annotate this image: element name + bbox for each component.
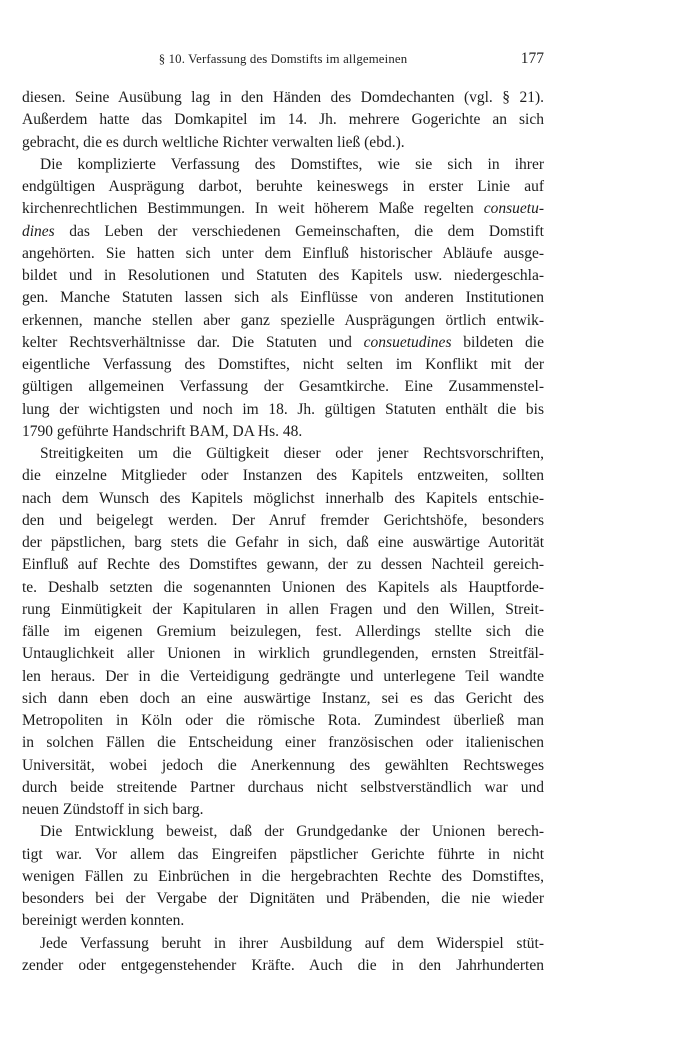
text-line: besonders bei der Vergabe der Dignitäten und Präbenden, die nie wieder <box>22 890 544 907</box>
text-line: Streitigkeiten um die Gültigkeit dieser oder jener Rechtsvorschriften, <box>40 445 544 462</box>
text-line: endgültigen Ausprägung darbot, beruhte keineswegs in erster Linie auf <box>22 178 544 195</box>
page-header <box>22 52 544 74</box>
text-line <box>22 198 544 220</box>
text-line: lung der wichtigsten und noch im 18. Jh. gültigen Statuten enthält die bis <box>22 400 544 418</box>
text-line: sich dann eben doch an eine auswärtige Instanz, sei es das Gericht des <box>22 689 544 707</box>
body-text <box>22 87 544 977</box>
text-line: gebracht, die es durch weltliche Richter verwalten ließ (ebd.). <box>22 133 405 151</box>
text-run: bildeten die <box>451 333 544 351</box>
text-line: erkennen, manche stellen aber ganz spezielle Ausprägungen örtlich entwik- <box>22 311 544 329</box>
text-line: der päpstlichen, barg stets die Gefahr in sich, daß eine auswärtige Autorität <box>22 534 544 551</box>
text-run: das Leben der verschiedenen Gemeinschaften, die dem Domstift <box>54 222 544 240</box>
text-line: gültigen allgemeinen Verfassung der Gesamtkirche. Eine Zusammenstel- <box>22 378 544 396</box>
text-line: Die Entwicklung beweist, daß der Grundgedanke der Unionen berech- <box>40 823 544 841</box>
text-line: bildet und in Resolutionen und Statuten des Kapitels usw. niedergeschla- <box>22 267 544 284</box>
text-line: gen. Manche Statuten lassen sich als Einflüsse von anderen Institutionen <box>22 289 544 307</box>
text-line: den und beigelegt werden. Der Anruf fremder Gerichtshöfe, besonders <box>22 511 544 529</box>
text-line: eigentliche Verfassung des Domstiftes, nicht selten im Konflikt mit der <box>22 356 544 373</box>
text-line: tigt war. Vor allem das Eingreifen päpstlicher Gerichte führte in nicht <box>22 845 544 863</box>
text-line: nach dem Wunsch des Kapitels möglichst innerhalb des Kapitels entschie- <box>22 489 544 507</box>
text-line: zender oder entgegenstehender Kräfte. Auch die in den Jahrhunderten <box>22 956 544 974</box>
running-title: § 10. Verfassung des Domstifts im allgemeinen <box>158 52 408 66</box>
text-line: Jede Verfassung beruht in ihrer Ausbildung auf dem Widerspiel stüt- <box>40 934 544 952</box>
italic-term: consuetu- <box>483 200 544 218</box>
text-line: in solchen Fällen die Entscheidung einer französischen oder italienischen <box>22 734 544 752</box>
text-line: bereinigt werden konnten. <box>22 912 185 930</box>
text-line: durch beide streitende Partner durchaus nicht selbstverständlich war und <box>22 778 544 796</box>
text-line: die einzelne Mitglieder oder Instanzen des Kapitels entzweiten, sollten <box>22 467 544 485</box>
text-line: Universität, wobei jedoch die Anerkennung des gewählten Rechtsweges <box>22 756 544 774</box>
text-line: wenigen Fällen zu Einbrüchen in die hergebrachten Rechte des Domstiftes, <box>22 867 544 885</box>
text-run: kelter Rechtsverhältnisse dar. Die Statuten und <box>22 333 364 351</box>
text-line: neuen Zündstoff in sich barg. <box>22 801 204 818</box>
text-line: fälle im eigenen Gremium beizulegen, fest. Allerdings stellte sich die <box>22 623 544 640</box>
italic-term: consuetudines <box>363 333 452 351</box>
text-line: Außerdem hatte das Domkapitel im 14. Jh. mehrere Gogerichte an sich <box>22 111 544 129</box>
text-run: kirchenrechtlichen Bestimmungen. In weit höherem Maße regelten <box>22 200 484 218</box>
text-line <box>22 332 544 354</box>
text-line: Metropoliten in Köln oder die römische Rota. Zumindest überließ man <box>22 712 544 729</box>
text-line: rung Einmütigkeit der Kapitularen in allen Fragen und den Willen, Streit- <box>22 600 544 618</box>
text-line: len heraus. Der in die Verteidigung gedrängte und unterlegene Teil wandte <box>22 667 544 685</box>
italic-term: dines <box>22 222 55 240</box>
text-line <box>22 221 544 243</box>
text-line: te. Deshalb setzten die sogenannten Unionen des Kapitels als Hauptforde- <box>22 578 544 596</box>
text-line: Die komplizierte Verfassung des Domstiftes, wie sie sich in ihrer <box>40 155 544 173</box>
text-line: Untauglichkeit aller Unionen in wirklich grundlegenden, ernsten Streitfäl- <box>22 645 544 663</box>
text-line: Einfluß auf Rechte des Domstiftes gewann, der zu dessen Nachteil gereich- <box>22 556 544 574</box>
text-line: 1790 geführte Handschrift BAM, DA Hs. 48. <box>22 422 303 440</box>
text-line: angehörten. Sie hatten sich unter dem Einfluß historischer Abläufe ausge- <box>22 244 544 262</box>
page-number: 177 <box>520 50 544 67</box>
text-line: diesen. Seine Ausübung lag in den Händen des Domdechanten (vgl. § 21). <box>22 89 544 106</box>
